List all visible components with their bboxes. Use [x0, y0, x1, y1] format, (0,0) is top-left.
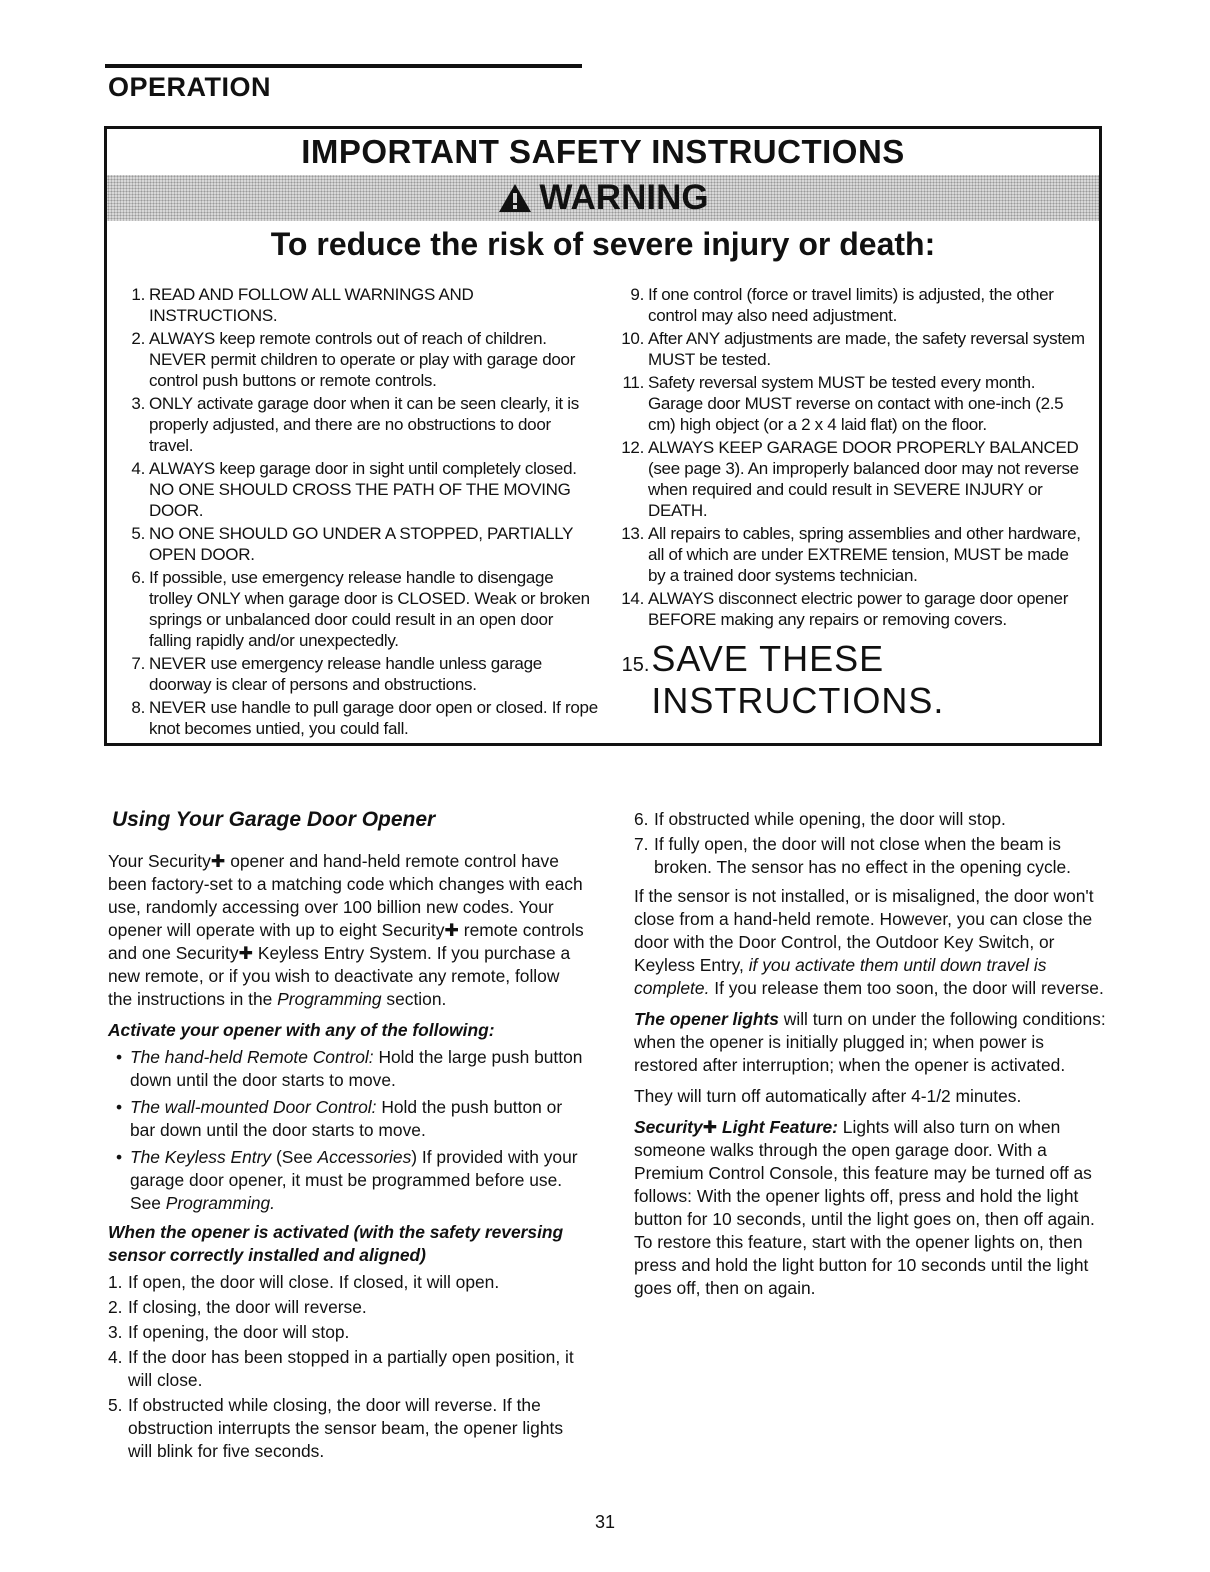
item-number: 11.: [622, 373, 644, 392]
item-number: 4.: [131, 459, 145, 478]
item-number: 2.: [108, 1297, 123, 1317]
item-text: Safety reversal system MUST be tested every month. Garage door MUST reverse on contact with one-inch (2.5 cm) high object (or a 2 x 4 laid flat) on the floor.: [648, 373, 1064, 434]
item-number: 5.: [131, 524, 145, 543]
activation-steps-right: [634, 808, 1106, 879]
list-item: [620, 328, 1090, 370]
warning-text: WARNING: [539, 178, 709, 217]
item-number: 4.: [108, 1347, 123, 1367]
item-text: If possible, use emergency release handle to disengage trolley ONLY when garage door is CLOSED. Weak or broken springs or unbalanced door could result in an open door falling rapidly and/or unexpectedly.: [149, 568, 590, 650]
lights-off-paragraph: They will turn off automatically after 4-1/2 minutes.: [634, 1086, 1022, 1106]
list-item: [620, 284, 1090, 326]
item-text: If obstructed while closing, the door will reverse. If the obstruction interrupts the sensor beam, the opener lights will blink for five seconds.: [128, 1395, 564, 1461]
activation-steps-left: [108, 1271, 584, 1463]
item-number: 1.: [131, 285, 145, 304]
list-item: [634, 808, 1106, 831]
list-item: [634, 833, 1106, 879]
list-item: [121, 523, 599, 565]
list-item: [620, 523, 1090, 586]
item-number: 3.: [131, 394, 145, 413]
item-number: 7.: [131, 654, 145, 673]
save-num: 15.: [621, 654, 650, 676]
list-item: [620, 437, 1090, 521]
item-text: ALWAYS keep garage door in sight until completely closed. NO ONE SHOULD CROSS THE PATH OF THE MOVING DOOR.: [149, 459, 577, 520]
list-item: • The wall-mounted Door Control: Hold the push button or bar down until the door starts to move.: [115, 1097, 563, 1140]
activation-methods: [108, 1046, 584, 1215]
usage-left-column: [108, 808, 584, 1469]
list-item: • The hand-held Remote Control: Hold the large push button down until the door starts to move.: [115, 1047, 583, 1090]
list-item: [108, 1271, 584, 1294]
list-item: [121, 567, 599, 651]
usage-right-column: [634, 808, 1106, 1308]
item-number: 1.: [108, 1272, 123, 1292]
list-item: • The Keyless Entry (See Accessories) If provided with your garage door opener, it must be programmed before use. See Programming.: [115, 1147, 578, 1213]
usage-heading: Using Your Garage Door Opener: [112, 808, 436, 831]
safety-list-left: [121, 284, 599, 741]
when-activated-heading: When the opener is activated (with the safety reversing sensor correctly installed and aligned): [108, 1222, 564, 1265]
item-text: READ AND FOLLOW ALL WARNINGS AND INSTRUCTIONS.: [149, 285, 474, 325]
activate-heading: Activate your opener with any of the following:: [108, 1020, 495, 1040]
list-item: [108, 1321, 584, 1344]
item-number: 12.: [621, 438, 644, 457]
page-number: 31: [594, 1512, 616, 1532]
item-text: ONLY activate garage door when it can be seen clearly, it is properly adjusted, and there are no obstructions to door travel.: [149, 394, 579, 455]
item-number: 6.: [131, 568, 145, 587]
warning-band: [107, 175, 1099, 221]
list-item: [121, 653, 599, 695]
save-instructions: [620, 638, 1090, 722]
item-text: If opening, the door will stop.: [128, 1322, 350, 1342]
list-item: [121, 284, 599, 326]
list-item: [121, 697, 599, 739]
item-text: If fully open, the door will not close when the beam is broken. The sensor has no effect in the opening cycle.: [654, 834, 1072, 877]
list-item: [108, 1346, 584, 1392]
sensor-paragraph: If the sensor is not installed, or is misaligned, the door won't close from a hand-held remote. However, you can close the door with the Door Control, the Outdoor Key Switch, or Keyless Entry, if you activate them until down travel is complete. If you release them too soon, the door will reverse.: [634, 886, 1104, 998]
safety-box: [104, 126, 1102, 746]
lights-paragraph: The opener lights will turn on under the following conditions: when the opener is initially plugged in; when power is restored after interruption; when the opener is activated.: [634, 1009, 1106, 1075]
list-item: [121, 393, 599, 456]
item-number: 8.: [131, 698, 145, 717]
item-number: 5.: [108, 1395, 123, 1415]
item-text: ALWAYS keep remote controls out of reach of children. NEVER permit children to operate or play with garage door control push buttons or remote controls.: [149, 329, 576, 390]
list-item: [620, 372, 1090, 435]
item-text: If one control (force or travel limits) is adjusted, the other control may also need adjustment.: [648, 285, 1054, 325]
list-item: [108, 1394, 584, 1463]
save-text: SAVE THESE INSTRUCTIONS.: [651, 638, 945, 721]
item-text: If the door has been stopped in a partially open position, it will close.: [128, 1347, 574, 1390]
item-text: If open, the door will close. If closed, it will open.: [128, 1272, 500, 1292]
list-item: [620, 588, 1090, 630]
item-number: 2.: [131, 329, 145, 348]
item-text: All repairs to cables, spring assemblies and other hardware, all of which are under EXTREME tension, MUST be made by a trained door systems technician.: [648, 524, 1081, 585]
section-rule: [105, 64, 582, 68]
light-feature-paragraph: Security✚ Light Feature: Lights will also turn on when someone walks through the open garage door. With a Premium Control Console, this feature may be turned off as follows: With the opener lights off, press and hold the light button for 10 seconds, until the light goes on, then off again. To restore this feature, start with the opener lights on, then press and hold the light button for 10 seconds until the light goes off, then on again.: [634, 1117, 1095, 1298]
warning-triangle-icon: [497, 182, 533, 214]
item-text: NEVER use emergency release handle unless garage doorway is clear of persons and obstructions.: [149, 654, 542, 694]
item-number: 10.: [621, 329, 644, 348]
item-number: 14.: [621, 589, 644, 608]
item-text: If obstructed while opening, the door will stop.: [654, 809, 1006, 829]
item-text: NEVER use handle to pull garage door open or closed. If rope knot becomes untied, you could fall.: [149, 698, 598, 738]
risk-heading: To reduce the risk of severe injury or death:: [270, 226, 936, 262]
usage-intro: Your Security✚ opener and hand-held remote control have been factory-set to a matching code which changes with each use, randomly accessing over 100 billion new codes. Your opener will operate with up to eight Security✚ remote controls and one Security✚ Keyless Entry System. If you purchase a new remote, or if you wish to deactivate any remote, follow the instructions in the Programming section.: [108, 851, 584, 1009]
item-number: 3.: [108, 1322, 123, 1342]
warning-label: [497, 178, 708, 218]
list-item: [121, 328, 599, 391]
item-number: 9.: [630, 285, 644, 304]
list-item: [108, 1296, 584, 1319]
item-number: 13.: [621, 524, 644, 543]
item-text: NO ONE SHOULD GO UNDER A STOPPED, PARTIALLY OPEN DOOR.: [149, 524, 573, 564]
safety-header: IMPORTANT SAFETY INSTRUCTIONS: [301, 133, 905, 170]
item-text: ALWAYS disconnect electric power to garage door opener BEFORE making any repairs or removing covers.: [648, 589, 1069, 629]
list-item: [121, 458, 599, 521]
item-text: If closing, the door will reverse.: [128, 1297, 367, 1317]
safety-list-right: [620, 284, 1090, 722]
item-number: 7.: [634, 834, 649, 854]
item-text: ALWAYS KEEP GARAGE DOOR PROPERLY BALANCED (see page 3). An improperly balanced door may not reverse when required and could result in SEVERE INJURY or DEATH.: [648, 438, 1079, 520]
section-title: OPERATION: [108, 72, 272, 102]
item-number: 6.: [634, 809, 649, 829]
item-text: After ANY adjustments are made, the safety reversal system MUST be tested.: [648, 329, 1085, 369]
